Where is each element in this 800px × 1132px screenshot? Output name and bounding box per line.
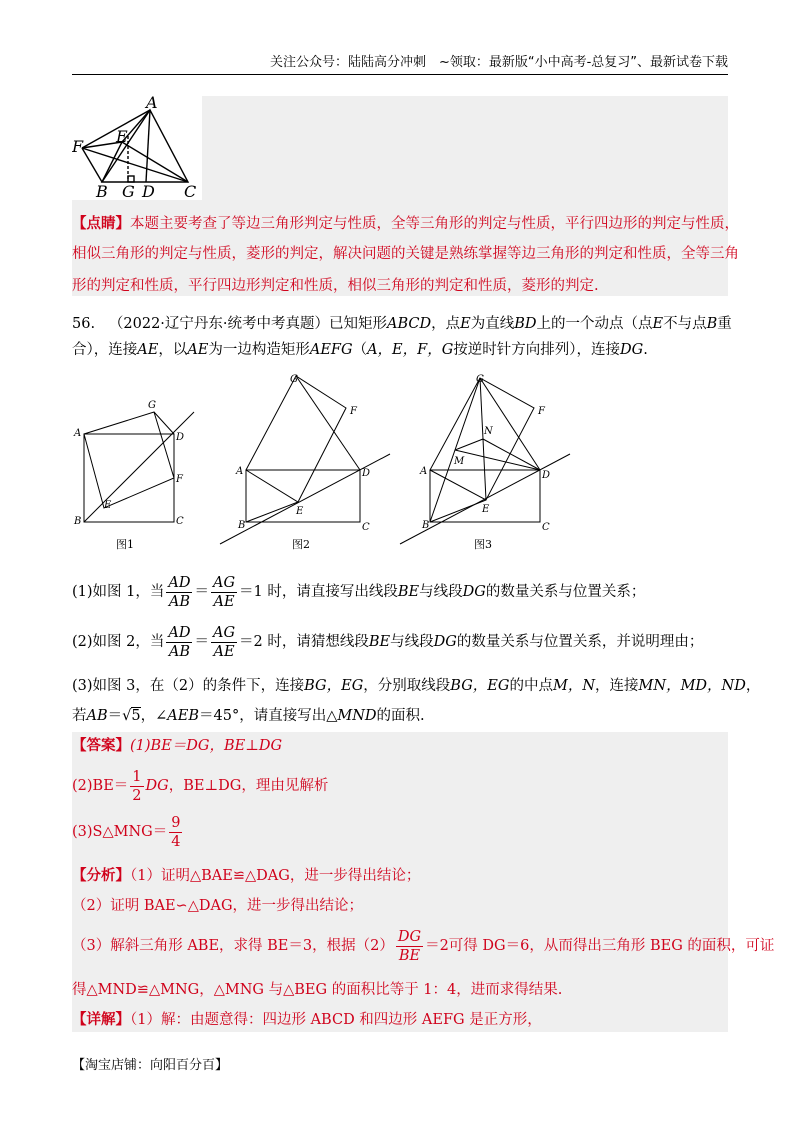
problem-line-2: 合），连接AE，以AE为一边构造矩形AEFG（A，E，F，G按逆时针方向排列），连接DG. <box>72 342 648 358</box>
fig2-label-d: D <box>362 468 371 479</box>
fig2-label-a: A <box>236 466 244 477</box>
label-a: A <box>146 96 158 112</box>
analysis-line-4: 得△MND≌△MNG，△MNG 与△BEG 的面积比等于 1：4，进而求得结果. <box>72 982 563 998</box>
fig1-label-a: A <box>74 428 82 439</box>
question-3-line-2: 若AB＝√5，∠AEB＝45°，请直接写出△MND的面积. <box>72 708 425 724</box>
answer-2: (2)BE＝ $\frac{1}{2}$ DG，BE⊥DG，理由见解析 <box>72 768 329 804</box>
comment-line-1: 【点睛】本题主要考查了等边三角形判定与性质，全等三角形的判定与性质，平行四边形的判定与性质， <box>72 215 739 232</box>
fig1-label-g: G <box>148 400 156 411</box>
fig3-caption: 图3 <box>474 538 492 551</box>
label-d: D <box>142 182 155 200</box>
fig3-label-a: A <box>420 466 428 477</box>
answer-1: 【答案】(1)BE＝DG，BE⊥DG <box>72 737 283 754</box>
figures-row <box>70 372 590 558</box>
fig2-caption: 图2 <box>292 538 310 551</box>
answer-3: (3)S△MNG＝ $\frac{9}{4}$ <box>72 814 181 850</box>
label-b: B <box>96 182 108 200</box>
fig3-label-e: E <box>482 504 490 515</box>
analysis-line-3: （3）解斜三角形 ABE，求得 BE＝3，根据（2） $\frac{DG}{BE}$ ＝2可得 DG＝6，从而得出三角形 BEG 的面积，可证 <box>72 928 775 964</box>
label-g: G <box>122 182 135 200</box>
detail-line: 【详解】（1）解：由题意得：四边形 ABCD 和四边形 AEFG 是正方形， <box>72 1011 542 1028</box>
fig2-label-c: C <box>362 522 370 533</box>
fig3-label-f: F <box>538 406 545 417</box>
question-3-line-1: (3)如图 3，在（2）的条件下，连接BG，EG，分别取线段BG，EG的中点M，N，连接MN，MD，ND， <box>72 678 761 694</box>
analysis-line-1: 【分析】（1）证明△BAE≌△DAG，进一步得出结论； <box>72 867 421 884</box>
fig2-label-b: B <box>238 520 246 531</box>
fig1-label-b: B <box>74 516 82 527</box>
fig3-label-g: G <box>476 374 484 385</box>
fig2-label-g: G <box>290 374 298 385</box>
fig2-label-e: E <box>296 506 304 517</box>
problem-line-1: 56. （2022·辽宁丹东·统考中考真题）已知矩形ABCD，点E为直线BD上的一个动点（点E不与点B重 <box>72 316 732 332</box>
page-header: 关注公众号：陆陆高分冲刺 ~领取：最新版“小中高考-总复习”、最新试卷下载 <box>72 52 728 75</box>
fig3-label-n: N <box>484 426 493 437</box>
page-footer: 【淘宝店铺：向阳百分百】 <box>72 1058 229 1073</box>
label-e: E <box>116 127 128 146</box>
top-figure <box>72 96 202 200</box>
fig2-label-f: F <box>350 406 357 417</box>
fig1-label-f: F <box>176 474 183 485</box>
fig1-caption: 图1 <box>116 538 134 551</box>
fig3-label-b: B <box>422 520 430 531</box>
question-2: (2)如图 2，当 $\frac{AD}{AB}$ ＝ $\frac{AG}{AE}$ ＝2 时，请猜想线段BE与线段DG的数量关系与位置关系，并说明理由； <box>72 624 704 660</box>
fig1-label-e: E <box>104 500 112 511</box>
fig1-label-c: C <box>176 516 184 527</box>
comment-line-3: 形的判定和性质，平行四边形判定和性质，相似三角形的判定和性质，菱形的判定. <box>72 278 599 294</box>
question-1: (1)如图 1，当 $\frac{AD}{AB}$ ＝ $\frac{AG}{AE}$ ＝1 时，请直接写出线段BE与线段DG的数量关系与位置关系； <box>72 574 646 610</box>
fig3-label-d: D <box>542 470 551 481</box>
fig1-label-d: D <box>176 432 185 443</box>
fig3-label-c: C <box>542 522 550 533</box>
analysis-line-2: （2）证明 BAE∽△DAG，进一步得出结论； <box>72 898 364 914</box>
fig3-label-m: M <box>454 456 465 467</box>
comment-line-2: 相似三角形的判定与性质，菱形的判定，解决问题的关键是熟练掌握等边三角形的判定和性质，全等三角 <box>72 246 739 262</box>
label-c: C <box>184 182 197 200</box>
label-f: F <box>72 137 84 156</box>
